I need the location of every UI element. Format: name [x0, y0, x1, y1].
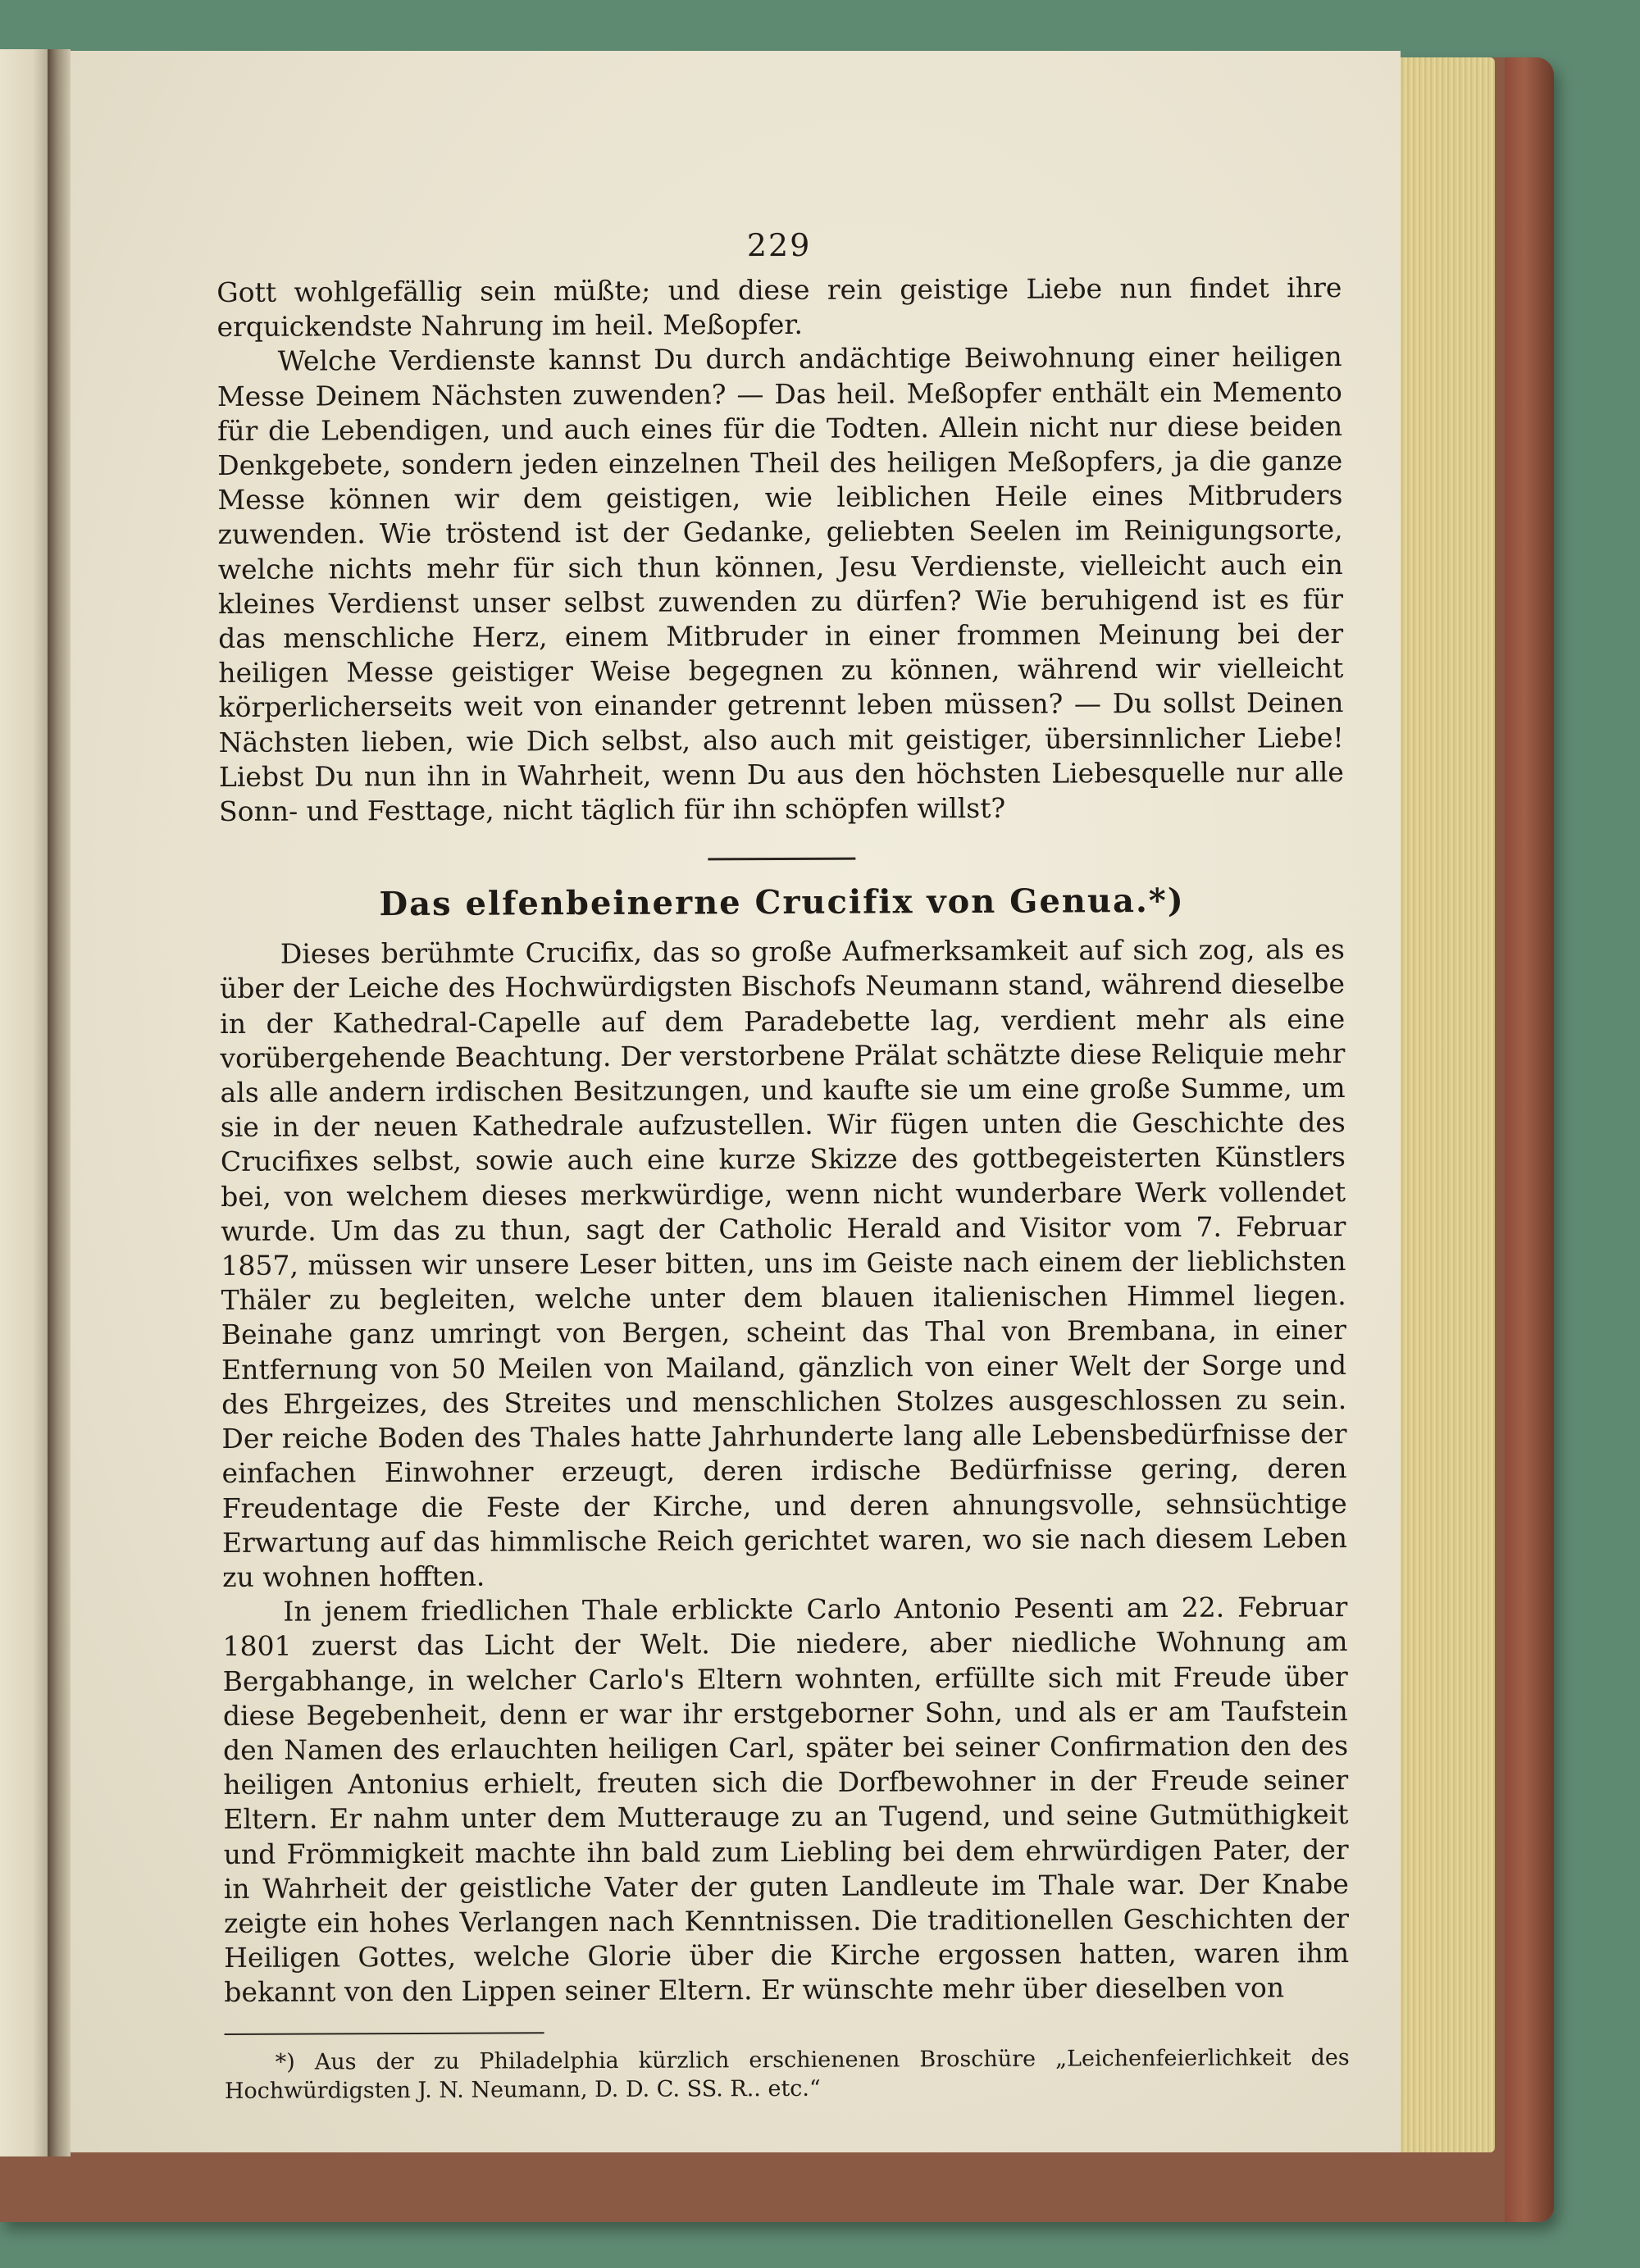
- paragraph: Dieses berühmte Crucifix, das so große Aufmerksamkeit auf sich zog, als es über der Leiche des Hochwürdigsten Bischofs Neumann stand, während dieselbe in der Kathedral-Capelle auf dem Paradebette lag, verdient mehr als eine vorübergehende Beachtung. Der verstorbene Prälat schätzte diese Reliquie mehr als alle andern irdischen Besitzungen, und kaufte sie um eine große Summe, um sie in der neuen Kathedrale aufzustellen. Wir fügen unten die Geschichte des Crucifixes selbst, sowie auch eine kurze Skizze des gottbegeisterten Künstlers bei, von welchem dieses merkwürdige, wenn nicht wunderbare Werk vollendet wurde. Um das zu thun, sagt der Catholic Herald and Visitor vom 7. Februar 1857, müssen wir unsere Leser bitten, uns im Geiste nach einem der lieblichsten Thäler zu begleiten, welche unter dem blauen italienischen Himmel liegen. Beinahe ganz umringt von Bergen, scheint das Thal von Brembana, in einer Entfernung von 50 Meilen von Mailand, gänzlich von einer Welt der Sorge und des Ehrgeizes, des Streites und menschlichen Stolzes ausgeschlossen zu sein. Der reiche Boden des Thales hatte Jahrhunderte lang alle Lebensbedürfnisse der einfachen Einwohner erzeugt, deren irdische Bedürfnisse gering, deren Freudentage die Feste der Kirche, und deren ahnungsvolle, sehnsüchtige Erwartung auf das himmlische Reich gerichtet waren, wo sie nach diesem Leben zu wohnen hofften.: [219, 933, 1348, 1593]
- book-page: [71, 51, 1401, 2152]
- paragraph: In jenem friedlichen Thale erblickte Carlo Antonio Pesenti am 22. Februar 1801 zuerst das Licht der Welt. Die niedere, aber niedliche Wohnung am Bergabhange, in welcher Carlo's Eltern wohnten, erfüllte sich mit Freude über diese Begebenheit, denn er war ihr erstgeborner Sohn, und als er am Taufstein den Namen des erlauchten heiligen Carl, später bei seiner Confirmation den des heiligen Antonius erhielt, freuten sich die Dorfbewohner in der Freude seiner Eltern. Er nahm unter dem Mutterauge zu an Tugend, und seine Gutmüthigkeit und Frömmigkeit machte ihn bald zum Liebling bei dem ehrwürdigen Pater, der in Wahrheit der geistliche Vater der guten Landleute im Thale war. Der Knabe zeigte ein hohes Verlangen nach Kenntnissen. Die traditionellen Geschichten der Heiligen Gottes, welche Glorie über die Kirche ergossen hatten, waren ihm bekannt von den Lippen seiner Eltern. Er wünschte mehr über dieselben von: [222, 1591, 1350, 2009]
- paragraph: Welche Verdienste kannst Du durch andächtige Beiwohnung einer heiligen Messe Deinem Nächsten zuwenden? — Das heil. Meßopfer enthält ein Memento für die Lebendigen, und auch eines für die Todten. Allein nicht nur diese beiden Denkgebete, sondern jeden einzelnen Theil des heiligen Meßopfers, ja die ganze Messe können wir dem geistigen, wie leiblichen Heile eines Mitbruders zuwenden. Wie tröstend ist der Gedanke, geliebten Seelen im Reinigungsorte, welche nichts mehr für sich thun können, Jesu Verdienste, vielleicht auch ein kleines Verdienst unser selbst zuwenden zu dürfen? Wie beruhigend ist es für das menschliche Herz, einem Mitbruder in einer frommen Meinung bei der heiligen Messe geistiger Weise begegnen zu können, während wir vielleicht körperlicherseits weit von einander getrennt leben müssen? — Du sollst Deinen Nächsten lieben, wie Dich selbst, also auch mit geistiger, übersinnlicher Liebe! Liebst Du nun ihn in Wahrheit, wenn Du aus den höchsten Liebesquelle nur alle Sonn- und Festtage, nicht täglich für ihn schöpfen willst?: [216, 340, 1344, 828]
- section-divider: [708, 858, 855, 861]
- paragraph: Gott wohlgefällig sein müßte; und diese rein geistige Liebe nun findet ihre erquickendste Nahrung im heil. Meßopfer.: [216, 271, 1342, 344]
- page-edges: [1398, 57, 1495, 2152]
- footnote: *) Aus der zu Philadelphia kürzlich erschienenen Broschüre „Leichenfeierlichkeit des Hochwürdigsten J. N. Neumann, D. D. C. SS. R.. etc.“: [224, 2044, 1350, 2104]
- page-number: 229: [746, 226, 812, 264]
- page-content: [216, 225, 1350, 2106]
- footnote-divider: [225, 2032, 544, 2035]
- book-gutter: [48, 49, 71, 2156]
- facing-page: [0, 49, 48, 2156]
- book-cover-edge: [1505, 57, 1554, 2222]
- section-heading: Das elfenbeinerne Crucifix von Genua.*): [379, 881, 1185, 924]
